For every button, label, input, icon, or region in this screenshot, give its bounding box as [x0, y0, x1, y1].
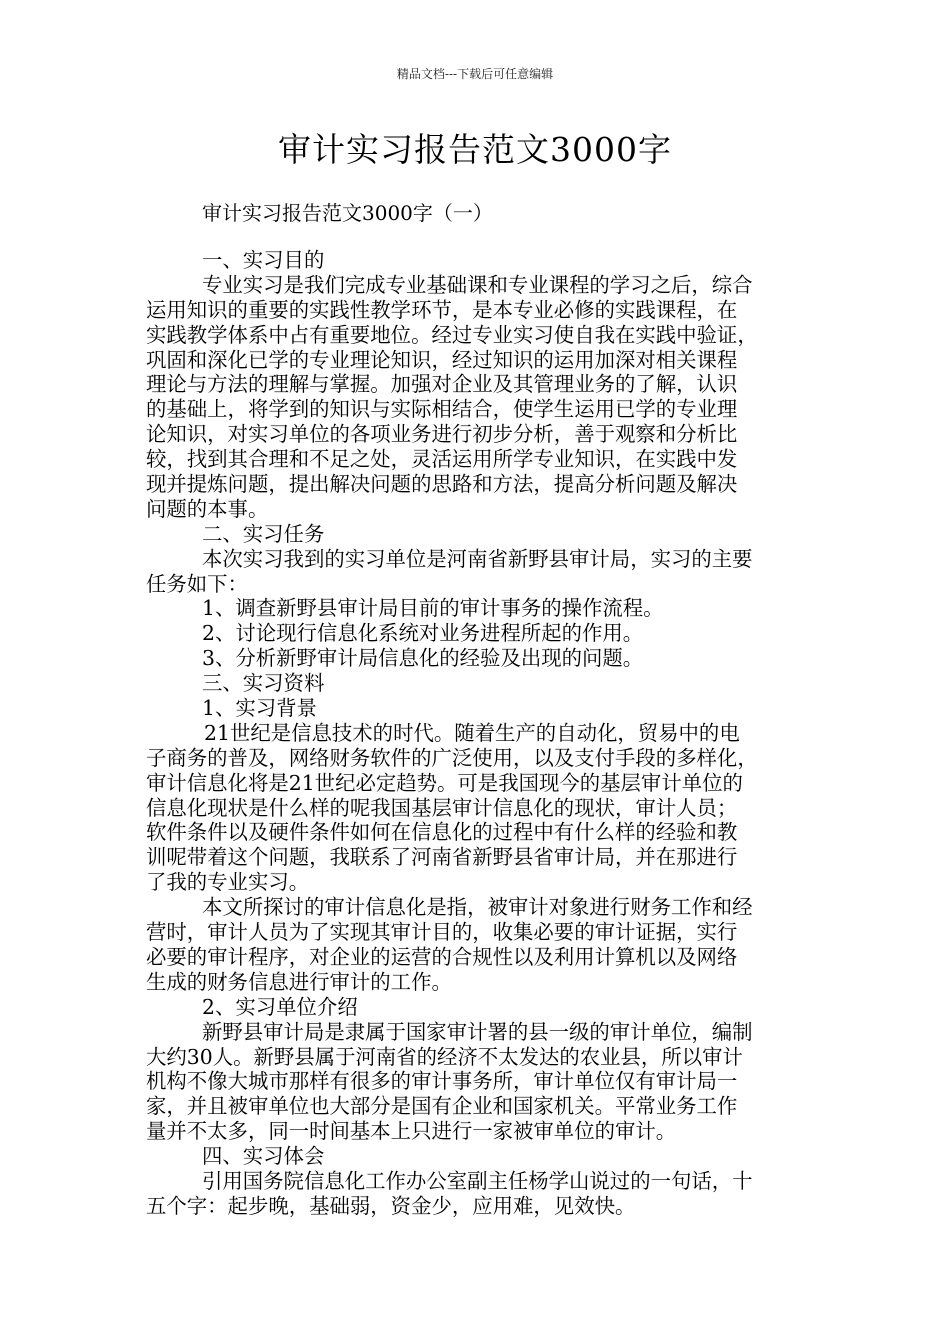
paragraph-line: 21世纪是信息技术的时代。随着生产的自动化，贸易中的电 — [204, 720, 740, 745]
paragraph-line: 现并提炼问题，提出解决问题的思路和方法，提高分析问题及解决 — [146, 472, 738, 497]
paragraph-line: 了我的专业实习。 — [146, 870, 310, 895]
paragraph-line: 本文所探讨的审计信息化是指，被审计对象进行财务工作和经 — [202, 895, 753, 920]
paragraph-line: 运用知识的重要的实践性教学环节，是本专业必修的实践课程，在 — [146, 297, 738, 322]
paragraph-line: 的基础上，将学到的知识与实际相结合，使学生运用已学的专业理 — [146, 397, 738, 422]
list-item: 1、调查新野县审计局目前的审计事务的操作流程。 — [202, 596, 664, 621]
paragraph-line: 量并不太多，同一时间基本上只进行一家被审单位的审计。 — [146, 1119, 677, 1144]
paragraph-line: 五个字：起步晚，基础弱，资金少，应用难，见效快。 — [146, 1193, 636, 1218]
paragraph-line: 实践教学体系中占有重要地位。经过专业实习使自我在实践中验证， — [146, 322, 758, 347]
paragraph-line: 训呢带着这个问题，我联系了河南省新野县省审计局，并在那进行 — [146, 845, 738, 870]
paragraph-line: 家，并且被审单位也大部分是国有企业和国家机关。平常业务工作 — [146, 1094, 738, 1119]
paragraph-line: 生成的财务信息进行审计的工作。 — [146, 969, 452, 994]
paragraph-line: 新野县审计局是隶属于国家审计署的县一级的审计单位，编制 — [202, 1019, 753, 1044]
paragraph-line: 问题的本事。 — [146, 496, 269, 521]
paragraph-line: 论知识，对实习单位的各项业务进行初步分析，善于观察和分析比 — [146, 422, 738, 447]
paragraph-line: 必要的审计程序，对企业的运营的合规性以及利用计算机以及网络 — [146, 944, 738, 969]
paragraph-line: 审计信息化将是21世纪必定趋势。可是我国现今的基层审计单位的 — [146, 770, 743, 795]
document-title: 审计实习报告范文3000字 — [278, 130, 672, 169]
section-heading: 一、实习目的 — [202, 248, 325, 272]
document-body — [146, 248, 818, 1219]
paragraph-line: 子商务的普及，网络财务软件的广泛使用，以及支付手段的多样化， — [146, 745, 758, 770]
list-item: 2、讨论现行信息化系统对业务进程所起的作用。 — [202, 621, 644, 646]
paragraph-line: 软件条件以及硬件条件如何在信息化的过程中有什么样的经验和教 — [146, 820, 738, 845]
paragraph-line: 本次实习我到的实习单位是河南省新野县审计局，实习的主要 — [202, 546, 753, 571]
paragraph-line: 较，找到其合理和不足之处，灵活运用所学专业知识，在实践中发 — [146, 447, 738, 472]
paragraph-line: 大约30人。新野县属于河南省的经济不太发达的农业县，所以审计 — [146, 1044, 743, 1069]
paragraph-line: 引用国务院信息化工作办公室副主任杨学山说过的一句话，十 — [202, 1168, 753, 1193]
section-heading: 四、实习体会 — [202, 1144, 325, 1169]
paragraph-line: 专业实习是我们完成专业基础课和专业课程的学习之后，综合 — [202, 272, 753, 297]
section-heading: 二、实习任务 — [202, 521, 325, 546]
document-subtitle: 审计实习报告范文3000字（一） — [202, 201, 493, 225]
paragraph-line: 机构不像大城市那样有很多的审计事务所，审计单位仅有审计局一 — [146, 1069, 738, 1094]
list-item: 3、分析新野审计局信息化的经验及出现的问题。 — [202, 646, 644, 671]
paragraph-line: 巩固和深化已学的专业理论知识，经过知识的运用加深对相关课程 — [146, 347, 738, 372]
section-heading: 三、实习资料 — [202, 671, 325, 696]
subsection-heading: 1、实习背景 — [202, 696, 317, 721]
header-note: 精品文档---下载后可任意编辑 — [396, 67, 554, 81]
subsection-heading: 2、实习单位介绍 — [202, 994, 358, 1019]
paragraph-line: 信息化现状是什么样的呢我国基层审计信息化的现状，审计人员； — [146, 795, 738, 820]
paragraph-line: 任务如下： — [146, 571, 248, 596]
paragraph-line: 理论与方法的理解与掌握。加强对企业及其管理业务的了解，认识 — [146, 372, 738, 397]
paragraph-line: 营时，审计人员为了实现其审计目的，收集必要的审计证据，实行 — [146, 920, 738, 945]
